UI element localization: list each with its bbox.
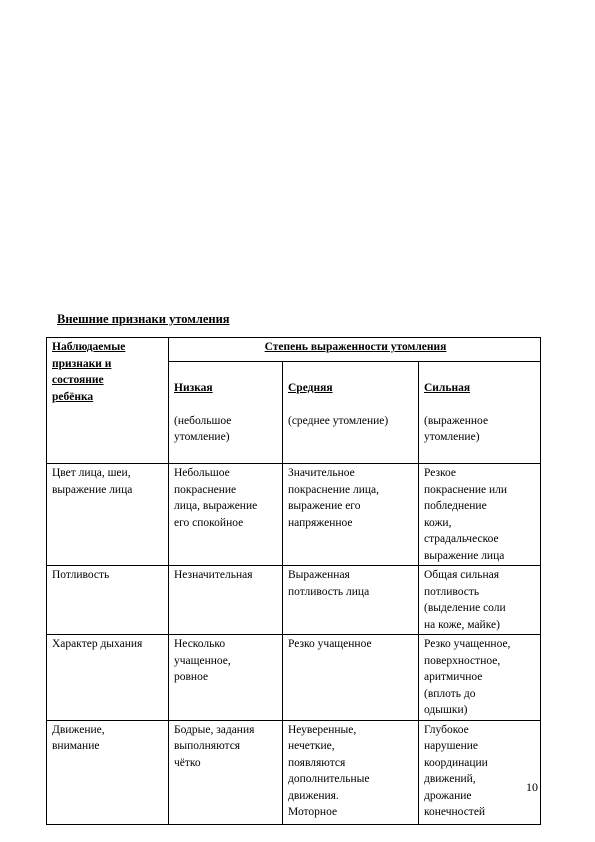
table-row xyxy=(47,464,541,566)
level-description: (среднее утомление) xyxy=(288,414,389,427)
cell-high: Резкое покраснение или побледнение кожи, страдальческое выражение лица xyxy=(419,464,541,566)
cell-high: Общая сильная потливость (выделение соли на коже, майке) xyxy=(419,566,541,635)
cell-medium: Значительное покраснение лица, выражение его напряженное xyxy=(283,464,419,566)
header-observed-signs: Наблюдаемые признаки и состояние ребёнка xyxy=(47,338,169,464)
header-fatigue-degree: Степень выраженности утомления xyxy=(169,338,541,362)
cell-high: Резко учащенное, поверхностное, аритмичное (вплоть до одышки) xyxy=(419,635,541,721)
table-row xyxy=(47,635,541,721)
table-row xyxy=(47,566,541,635)
cell-medium: Резко учащенное xyxy=(283,635,419,721)
level-name: Средняя xyxy=(288,381,333,394)
cell-low: Несколько учащенное, ровное xyxy=(169,635,283,721)
level-description: (небольшое утомление) xyxy=(174,414,232,443)
table-caption: Внешние признаки утомления xyxy=(57,312,230,326)
cell-sign: Характер дыхания xyxy=(47,635,169,721)
header-level-high xyxy=(419,362,541,464)
cell-medium: Неуверенные, нечеткие, появляются дополнительные движения. Моторное xyxy=(283,720,419,824)
cell-medium: Выраженная потливость лица xyxy=(283,566,419,635)
cell-low: Небольшое покраснение лица, выражение его спокойное xyxy=(169,464,283,566)
page-number: 10 xyxy=(526,780,538,794)
header-level-medium xyxy=(283,362,419,464)
cell-sign: Цвет лица, шеи, выражение лица xyxy=(47,464,169,566)
cell-low: Незначительная xyxy=(169,566,283,635)
cell-sign: Движение, внимание xyxy=(47,720,169,824)
fatigue-signs-table xyxy=(46,337,541,825)
table-row xyxy=(47,720,541,824)
cell-sign: Потливость xyxy=(47,566,169,635)
level-name: Низкая xyxy=(174,381,213,394)
cell-low: Бодрые, задания выполняются чётко xyxy=(169,720,283,824)
header-level-low xyxy=(169,362,283,464)
table-header-row xyxy=(47,338,541,362)
level-name: Сильная xyxy=(424,381,471,394)
level-description: (выраженное утомление) xyxy=(424,414,489,443)
cell-high: Глубокое нарушение координации движений, дрожание конечностей xyxy=(419,720,541,824)
